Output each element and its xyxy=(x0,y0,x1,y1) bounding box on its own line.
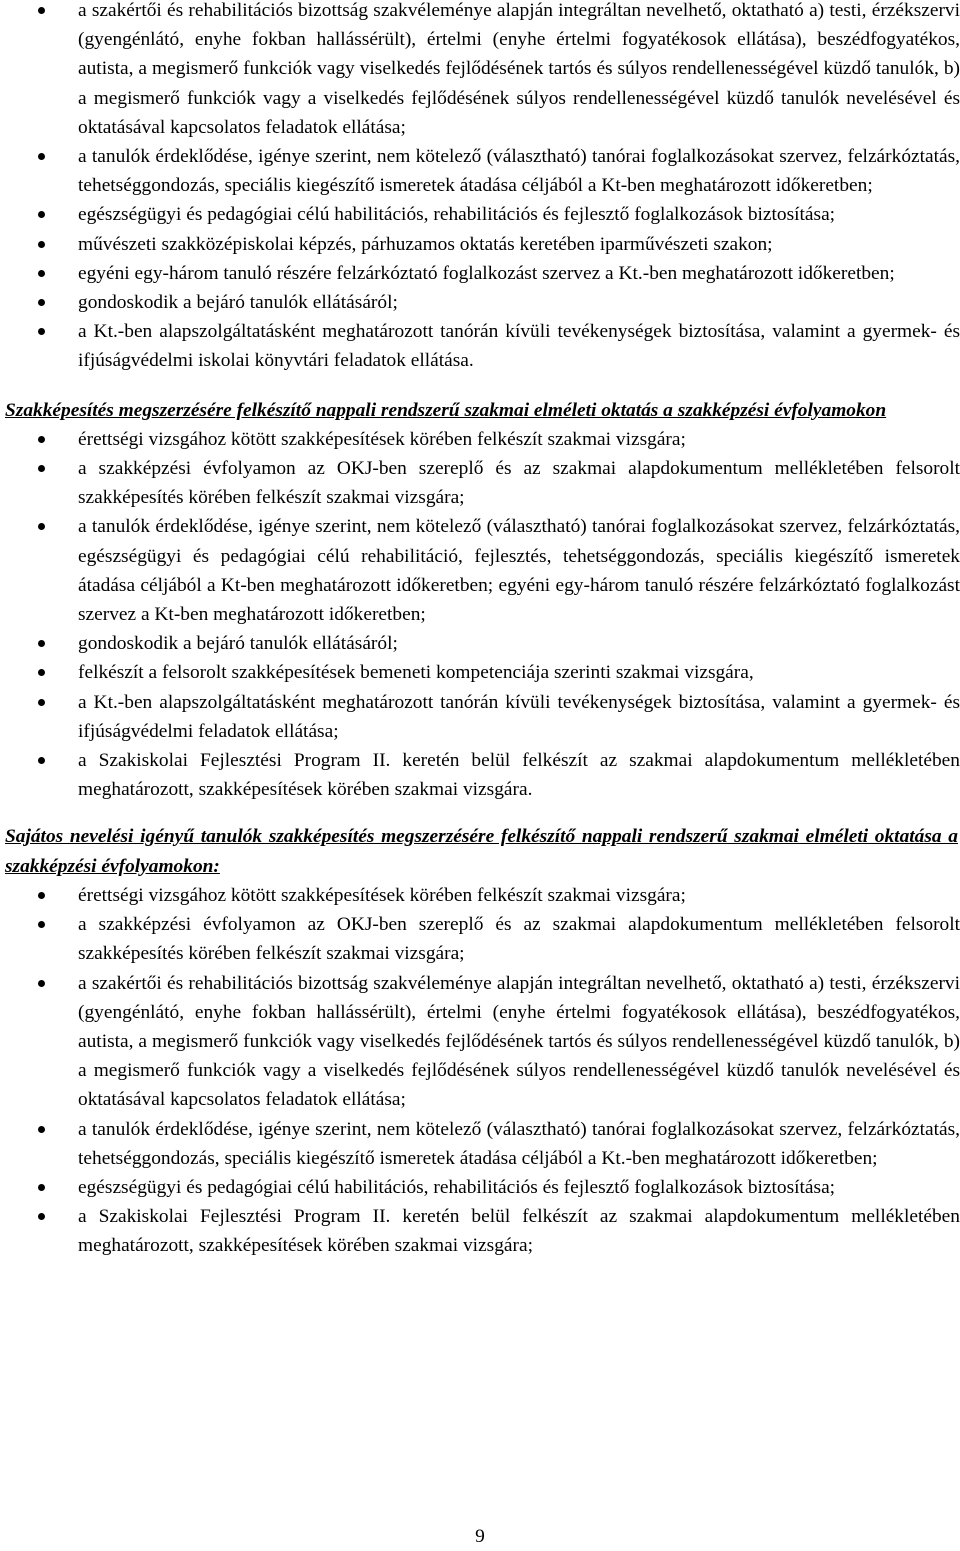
list-item-text: a szakképzési évfolyamon az OKJ-ben szereplő és az szakmai alapdokumentum mellékletében felsorolt szakképesítés körében felkészít szakmai vizsgára; xyxy=(78,914,960,965)
list-item xyxy=(0,1115,960,1173)
list-item xyxy=(0,746,960,804)
list-item-text: egészségügyi és pedagógiai célú habilitációs, rehabilitációs és fejlesztő foglalkozások biztosítása; xyxy=(78,1176,836,1198)
bullet-icon xyxy=(38,1184,45,1191)
list-item xyxy=(0,910,960,968)
list-item-text: gondoskodik a bejáró tanulók ellátásáról; xyxy=(78,292,398,314)
bullet-icon xyxy=(38,921,45,928)
list-item xyxy=(0,288,960,317)
list-item-text: érettségi vizsgához kötött szakképesítések körében felkészít szakmai vizsgára; xyxy=(78,884,686,906)
list-item xyxy=(0,259,960,288)
bullet-icon xyxy=(38,669,45,676)
list-item-text: a szakképzési évfolyamon az OKJ-ben szereplő és az szakmai alapdokumentum mellékletében felsorolt szakképesítés körében felkészít szakmai vizsgára; xyxy=(78,458,960,509)
bullet-icon xyxy=(38,1213,45,1220)
bullet-icon xyxy=(38,7,45,14)
list-item-text: érettségi vizsgához kötött szakképesítések körében felkészít szakmai vizsgára; xyxy=(78,428,686,450)
list-item xyxy=(0,230,960,259)
list-item-text: a tanulók érdeklődése, igénye szerint, nem kötelező (választható) tanórai foglalkozásokat szervez, felzárkóztatás, egészségügyi és pedagógiai célú rehabilitáció, fejlesztés, tehetséggondozás, speciális kiegészítő ismeretek átadása céljából a Kt-ben meghatározott időkeretben; egyéni egy-három tanuló részére felzárkóztató foglalkozást szervez a Kt-ben meghatározott időkeretben; xyxy=(78,516,960,626)
bullet-icon xyxy=(38,211,45,218)
list-item-text: a Kt.-ben alapszolgáltatásként meghatározott tanórán kívüli tevékenységek biztosítása, valamint a gyermek- és ifjúságvédelmi iskolai könyvtári feladatok ellátása. xyxy=(78,321,960,372)
list-item xyxy=(0,512,960,629)
section-heading: Szakképesítés megszerzésére felkészítő nappali rendszerű szakmai elméleti oktatás a szakképzési évfolyamokon xyxy=(5,399,887,421)
list-item-text: a Szakiskolai Fejlesztési Program II. keretén belül felkészít az szakmai alapdokumentum mellékletében meghatározott, szakképesítések körében szakmai vizsgára. xyxy=(78,750,960,801)
list-item-text: a szakértői és rehabilitációs bizottság szakvéleménye alapján integráltan nevelhető, oktatható a) testi, érzékszervi (gyengénlátó, enyhe fokban hallássérült), értelmi (enyhe értelmi fogyatékosok ellátása), beszédfogyatékos, autista, a megismerő funkciók vagy viselkedés fejlődésének tartós és súlyos rendellenességével küzdő tanulók, b) a megismerő funkciók vagy a viselkedés fejlődésének súlyos rendellenességével küzdő tanulók nevelésével és oktatásával kapcsolatos feladatok ellátása; xyxy=(78,0,960,138)
list-item xyxy=(0,688,960,746)
bullet-icon xyxy=(38,1126,45,1133)
page-number: 9 xyxy=(475,1526,485,1547)
list-item-text: művészeti szakközépiskolai képzés, párhuzamos oktatás keretében iparművészeti szakon; xyxy=(78,233,773,255)
list-item-text: a tanulók érdeklődése, igénye szerint, nem kötelező (választható) tanórai foglalkozásokat szervez, felzárkóztatás, tehetséggondozás, speciális kiegészítő ismeretek átadása céljából a Kt.-ben meghatározott időkeretben; xyxy=(78,1118,960,1169)
bullet-icon xyxy=(38,757,45,764)
list-item xyxy=(0,425,960,454)
list-item xyxy=(0,200,960,229)
list-item xyxy=(0,881,960,910)
list-item-text: felkészít a felsorolt szakképesítések bemeneti kompetenciája szerinti szakmai vizsgára, xyxy=(78,662,754,684)
list-item xyxy=(0,658,960,687)
list-item xyxy=(0,454,960,512)
list-item-text: a tanulók érdeklődése, igénye szerint, nem kötelező (választható) tanórai foglalkozásokat szervez, felzárkóztatás, tehetséggondozás, speciális kiegészítő ismeretek átadása céljából a Kt-ben meghatározott időkeretben; xyxy=(78,146,960,197)
bullet-icon xyxy=(38,640,45,647)
list-item xyxy=(0,1202,960,1260)
bullet-icon xyxy=(38,153,45,160)
bullet-icon xyxy=(38,699,45,706)
bullet-icon xyxy=(38,980,45,987)
bullet-icon xyxy=(38,270,45,277)
list-item xyxy=(0,317,960,375)
bullet-list-1 xyxy=(0,0,960,376)
list-item xyxy=(0,969,960,1115)
bullet-icon xyxy=(38,241,45,248)
bullet-icon xyxy=(38,299,45,306)
bullet-icon xyxy=(38,436,45,443)
list-item-text: gondoskodik a bejáró tanulók ellátásáról; xyxy=(78,633,398,655)
list-item-text: a szakértői és rehabilitációs bizottság szakvéleménye alapján integráltan nevelhető, oktatható a) testi, érzékszervi (gyengénlátó, enyhe fokban hallássérült), értelmi (enyhe értelmi fogyatékosok ellátása), beszédfogyatékos, autista, a megismerő funkciók vagy viselkedés fejlődésének tartós és súlyos rendellenességével küzdő tanulók, b) a megismerő funkciók vagy a viselkedés fejlődésének súlyos rendellenességével küzdő tanulók nevelésével és oktatásával kapcsolatos feladatok ellátása; xyxy=(78,972,960,1111)
list-item xyxy=(0,142,960,200)
list-item-text: egészségügyi és pedagógiai célú habilitációs, rehabilitációs és fejlesztő foglalkozások biztosítása; xyxy=(78,204,836,226)
bullet-list-2 xyxy=(0,425,960,805)
list-item-text: a Szakiskolai Fejlesztési Program II. keretén belül felkészít az szakmai alapdokumentum mellékletében meghatározott, szakképesítések körében szakmai vizsgára; xyxy=(78,1206,960,1257)
bullet-icon xyxy=(38,465,45,472)
list-item xyxy=(0,629,960,658)
list-item xyxy=(0,1173,960,1202)
list-item xyxy=(0,0,960,142)
list-item-text: egyéni egy-három tanuló részére felzárkóztató foglalkozást szervez a Kt.-ben meghatározott időkeretben; xyxy=(78,262,895,284)
bullet-icon xyxy=(38,892,45,899)
bullet-icon xyxy=(38,328,45,335)
section-heading: Sajátos nevelési igényű tanulók szakképesítés megszerzésére felkészítő nappali rendszerű szakmai elméleti oktatása a szakképzési évfolyamokon: xyxy=(5,826,958,877)
bullet-icon xyxy=(38,523,45,530)
list-item-text: a Kt.-ben alapszolgáltatásként meghatározott tanórán kívüli tevékenységek biztosítása, valamint a gyermek- és ifjúságvédelmi feladatok ellátása; xyxy=(78,691,960,742)
bullet-list-3 xyxy=(0,881,960,1261)
